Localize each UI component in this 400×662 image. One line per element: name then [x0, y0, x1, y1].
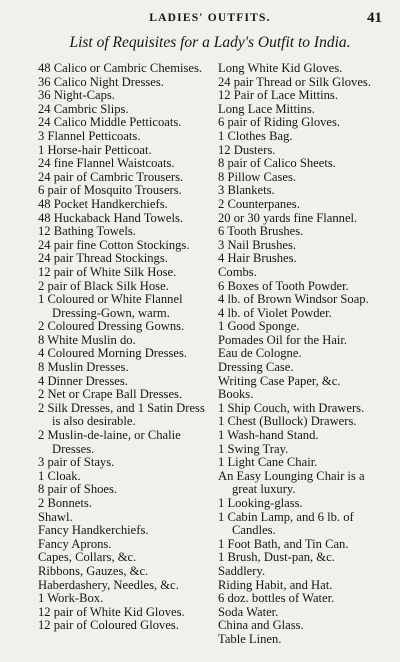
list-heading: List of Requisites for a Lady's Outfit to India.: [69, 34, 351, 51]
list-item: 1 Coloured or White Flannel Dressing-Gown, warm.: [38, 292, 183, 320]
list-item: Books.: [218, 387, 254, 402]
running-title: LADIES' OUTFITS.: [149, 12, 271, 24]
running-head: [38, 10, 382, 28]
list-item: Long Lace Mittins.: [218, 101, 315, 116]
list-item: Table Linen.: [218, 631, 282, 646]
list-item: Saddlery.: [218, 563, 266, 578]
list-item: 1 Clothes Bag.: [218, 128, 293, 143]
list-item: 12 Pair of Lace Mittins.: [218, 88, 338, 103]
list-item: 6 doz. bottles of Water.: [218, 591, 335, 606]
list-item: 1 Light Cane Chair.: [218, 455, 318, 470]
list-item: 4 Coloured Morning Dresses.: [38, 346, 188, 361]
list-item: 1 Cloak.: [38, 468, 81, 483]
list-item: 3 Blankets.: [218, 183, 275, 198]
list-item: 6 Boxes of Tooth Powder.: [218, 278, 349, 293]
list-item: 1 Ship Couch, with Drawers.: [218, 400, 365, 415]
list-item: 1 Brush, Dust-pan, &c.: [218, 550, 335, 565]
list-item: Haberdashery, Needles, &c.: [38, 577, 179, 592]
list-item: Pomades Oil for the Hair.: [218, 332, 348, 347]
list-item: 6 pair of Riding Gloves.: [218, 115, 341, 130]
list-item: 12 pair of White Kid Gloves.: [38, 604, 185, 619]
list-item: 36 Night-Caps.: [38, 88, 115, 103]
list-item: 2 Net or Crape Ball Dresses.: [38, 387, 183, 402]
list-item: 1 Foot Bath, and Tin Can.: [218, 536, 349, 551]
list-item: 3 pair of Stays.: [38, 455, 115, 470]
list-item: 2 Coloured Dressing Gowns.: [38, 319, 185, 334]
list-item: 24 Calico Middle Petticoats.: [38, 115, 182, 130]
left-column: [38, 62, 212, 647]
list-item: Fancy Handkerchiefs.: [38, 523, 149, 538]
list-item: China and Glass.: [218, 618, 304, 633]
list-item: Combs.: [218, 264, 257, 279]
list-item: 24 Cambric Slips.: [38, 101, 129, 116]
list-item: 36 Calico Night Dresses.: [38, 74, 164, 89]
list-item: 2 Bonnets.: [38, 496, 92, 510]
right-column: [218, 62, 382, 647]
list-item: Soda Water.: [218, 604, 279, 619]
list-item: 20 or 30 yards fine Flannel.: [218, 210, 358, 225]
list-item: 3 Nail Brushes.: [218, 237, 297, 252]
list-item: 1 Horse-hair Petticoat.: [38, 142, 152, 157]
list-item: 2 Silk Dresses, and 1 Satin Dress is also desirable.: [38, 400, 205, 429]
list-item: 1 Cabin Lamp, and 6 lb. of Candles.: [218, 509, 354, 538]
list-item: Capes, Collars, &c.: [38, 550, 137, 565]
list-item: 8 White Muslin do.: [38, 332, 136, 347]
list-item: Riding Habit, and Hat.: [218, 577, 333, 592]
list-item: Dressing Case.: [218, 360, 294, 375]
list-item: Ribbons, Gauzes, &c.: [38, 563, 149, 578]
list-item: 12 pair of White Silk Hose.: [38, 264, 177, 279]
list-item: 1 Work-Box.: [38, 591, 104, 606]
list-item: 1 Chest (Bullock) Drawers.: [218, 414, 357, 429]
list-item: 12 Dusters.: [218, 142, 276, 157]
list-item: 4 Dinner Dresses.: [38, 373, 128, 388]
list-item: 3 Flannel Petticoats.: [38, 128, 141, 143]
list-item: 8 Muslin Dresses.: [38, 360, 129, 375]
list-item: 48 Pocket Handkerchiefs.: [38, 196, 168, 211]
list-item: 24 pair Thread or Silk Gloves.: [218, 74, 371, 89]
list-item: 1 Swing Tray.: [218, 441, 289, 456]
list-item: 2 pair of Black Silk Hose.: [38, 278, 169, 293]
list-item: 6 Tooth Brushes.: [218, 224, 304, 239]
list-item: 8 pair of Calico Sheets.: [218, 156, 336, 171]
list-item: Eau de Cologne.: [218, 346, 302, 361]
list-item: 12 Bathing Towels.: [38, 224, 136, 239]
list-item: 8 pair of Shoes.: [38, 482, 118, 497]
list-item: Fancy Aprons.: [38, 536, 112, 551]
list-item: 4 lb. of Brown Windsor Soap.: [218, 292, 369, 307]
list-item: An Easy Lounging Chair is a great luxury.: [218, 468, 365, 497]
list-item: 24 fine Flannel Waistcoats.: [38, 156, 175, 171]
list-item: 2 Counterpanes.: [218, 196, 300, 211]
list-item: 2 Muslin-de-laine, or Chalie Dresses.: [38, 428, 181, 456]
list-item: 6 pair of Mosquito Trousers.: [38, 183, 182, 198]
list-item: 4 lb. of Violet Powder.: [218, 305, 332, 320]
requisites-columns: [38, 62, 382, 647]
list-item: 8 Pillow Cases.: [218, 169, 297, 184]
page-number: 41: [367, 10, 382, 26]
list-item: 24 pair Thread Stockings.: [38, 251, 168, 266]
list-item: 1 Wash-hand Stand.: [218, 428, 319, 443]
list-item: Shawl.: [38, 509, 73, 524]
list-item: 24 pair fine Cotton Stockings.: [38, 237, 190, 252]
list-item: Writing Case Paper, &c.: [218, 373, 341, 388]
list-item: Long White Kid Gloves.: [218, 61, 343, 75]
list-item: 24 pair of Cambric Trousers.: [38, 169, 184, 184]
list-item: 48 Huckaback Hand Towels.: [38, 210, 184, 225]
list-item: 1 Good Sponge.: [218, 319, 300, 334]
list-item: 1 Looking-glass.: [218, 496, 303, 510]
list-item: 48 Calico or Cambric Chemises.: [38, 61, 203, 75]
list-item: 4 Hair Brushes.: [218, 251, 297, 266]
list-item: 12 pair of Coloured Gloves.: [38, 618, 179, 633]
